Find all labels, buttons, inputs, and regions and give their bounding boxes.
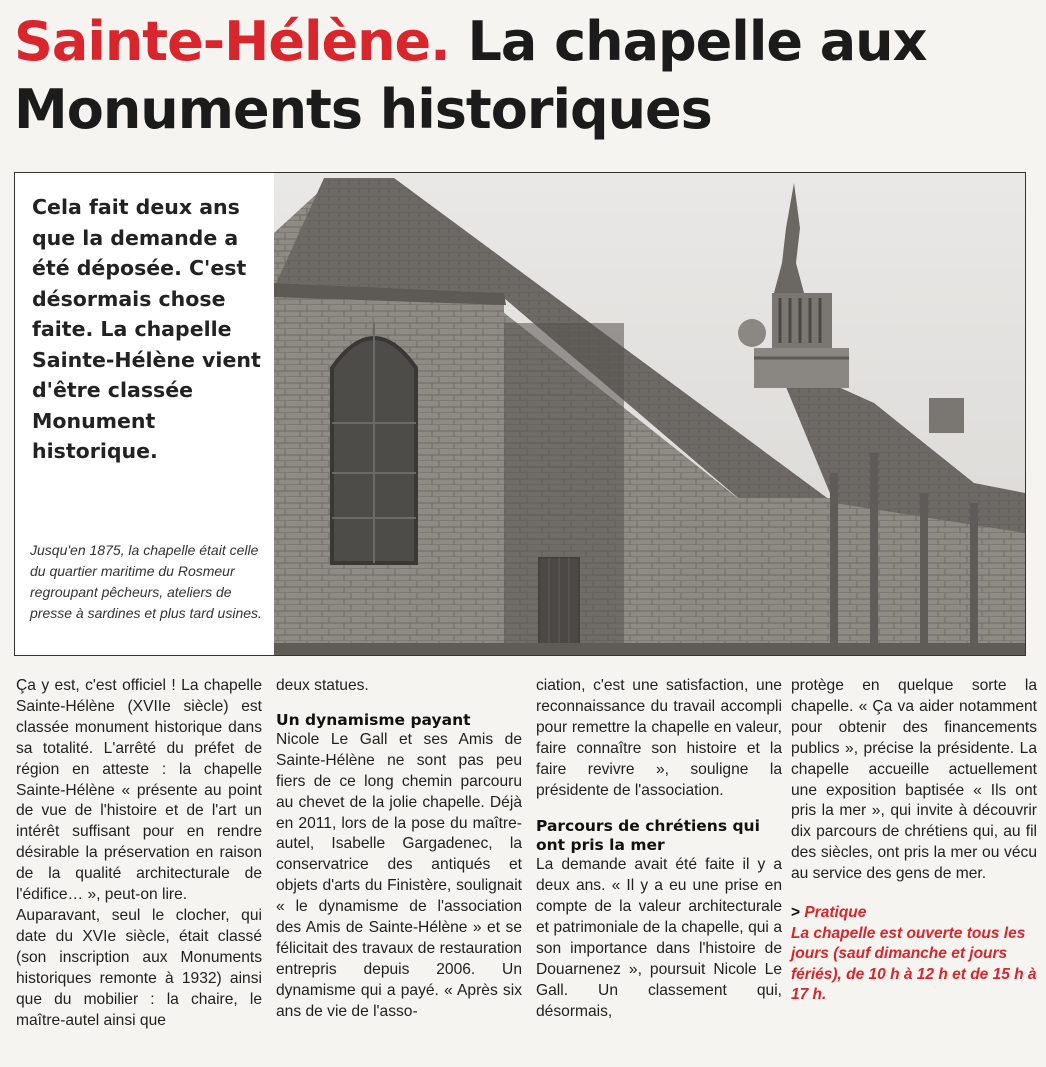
lead-paragraph: Cela fait deux ans que la demande a été déposée. C'est désormais chose faite. La chapelle Sainte-Hélène vient d'être classée Monument historique. (32, 195, 261, 463)
paragraph-3: Nicole Le Gall et ses Amis de Sainte-Hélène ne sont pas peu fiers de ce long chemin parcouru au chevet de la jolie chapelle. Déjà en 2011, lors de la pose du maître-autel, Isabelle Gargadenec, la conservatrice des antiqués et objets d'arts du Finistère, soulignait « le dynamisme de l'association des Amis de Sainte-Hélène » et se félicitait des travaux de restauration entrepris depuis 2006. Un dynamisme qui a payé. « Après six ans de vie de l'asso- (276, 730, 522, 1020)
paragraph-4: La demande avait été faite il y a deux ans. « Il y a eu une prise en compte de la valeur architecturale et patrimoniale de la chapelle, qui a son importance dans l'histoire de Douarnenez », poursuit Nicole Le Gall. Un classement qui, désormais, (536, 856, 782, 1020)
headline (14, 8, 1034, 144)
paragraph-1: Ça y est, c'est officiel ! La chapelle Sainte-Hélène (XVIIe siècle) est classée monument historique dans sa totalité. L'arrêté du préfet de région en atteste : la chapelle Sainte-Hélène « présente au point de vue de l'histoire et de l'art un intérêt suffisant pour en rendre désirable la préservation en raison de la qualité architecturale de l'édifice… », peut-on lire. (16, 677, 262, 904)
paragraph-4-end: protège en quelque sorte la chapelle. « Ça va aider notamment pour obtenir des financements publics », précise la présidente. La chapelle accueille actuellement une exposition baptisée « Ils ont pris la mer », qui invite à découvrir dix parcours de chrétiens qui, au fil des siècles, ont pris la mer ou vécu au service des gens de mer. (791, 677, 1037, 883)
article-body (16, 676, 1037, 1056)
column-4 (791, 676, 1037, 1006)
body-p1 (0, 0, 1, 1)
pratique-marker: > (791, 904, 801, 922)
photo-caption: Jusqu'en 1875, la chapelle était celle du quartier maritime du Rosmeur regroupant pêcheurs, ateliers de presse à sardines et plus tard usines. (30, 542, 262, 621)
pratique-label: Pratique (804, 904, 867, 922)
paragraph-2-end: deux statues. (276, 677, 369, 694)
paragraph-3-end: ciation, c'est une satisfaction, une reconnaissance du travail accompli pour remettre la chapelle en valeur, faire connaître son histoire et la faire revivre », souligne la présidente de l'association. (536, 677, 782, 799)
column-1 (16, 676, 262, 1031)
subheading-parcours: Parcours de chrétiens qui ont pris la mer (536, 817, 760, 855)
column-3 (536, 676, 782, 1023)
column-2 (276, 676, 522, 1023)
subheading-dynamisme: Un dynamisme payant (276, 710, 471, 729)
body-source (0, 0, 1, 1)
headline-title: La chapelle aux Monuments historiques (14, 10, 927, 141)
paragraph-2: Auparavant, seul le clocher, qui date du XVIe siècle, était classé (son inscription aux Monuments historiques remonte à 1932) ainsi que du mobilier : la chaire, le maître-autel ainsi que (16, 906, 262, 1029)
headline-lead: Sainte-Hélène. (14, 10, 450, 73)
practical-info (791, 903, 1037, 1006)
chapel-photo (274, 173, 1025, 655)
pratique-text: La chapelle est ouverte tous les jours (sauf dimanche et jours fériés), de 10 h à 12 h et de 15 h à 17 h. (791, 924, 1037, 1004)
chapel-illustration (274, 173, 1025, 655)
